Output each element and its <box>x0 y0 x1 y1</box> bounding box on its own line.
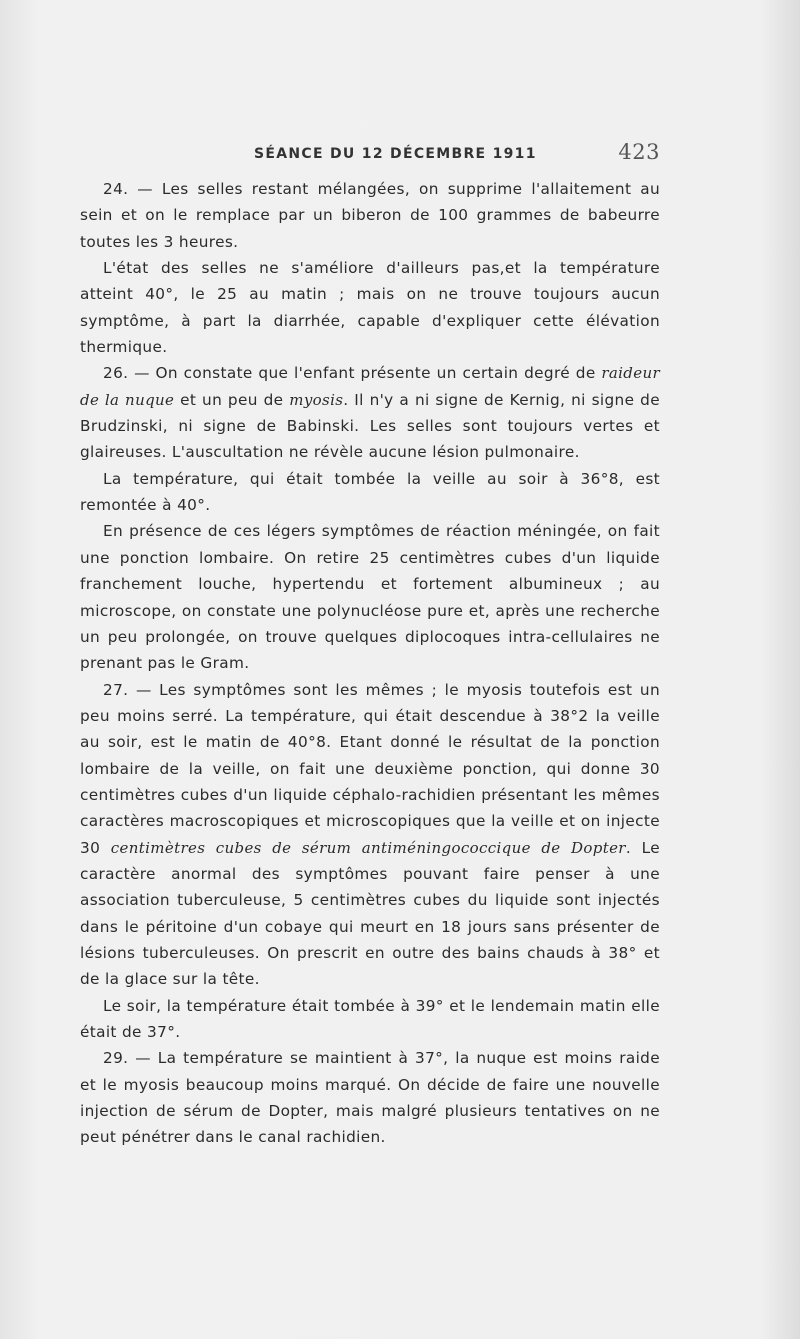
paragraph-27-italic-serum: centimètres cubes de sérum antiméningococcique de Dopter <box>110 838 626 857</box>
paragraph-29: 29. — La température se maintient à 37°, la nuque est moins raide et le myosis beaucoup moins marqué. On décide de faire une nouvelle injection de sérum de Dopter, mais malgré plusieurs tentatives on ne peut pénétrer dans le canal rachidien. <box>80 1049 660 1147</box>
paragraph-27 <box>80 677 660 993</box>
paragraph-26-italic-raideur: raideur de la nuque <box>80 364 660 409</box>
paragraph-temperature-40: L'état des selles ne s'améliore d'ailleurs pas,et la température atteint 40°, le 25 au matin ; mais on ne trouve toujours aucun symptôme, à part la diarrhée, capable d'expliquer cette élévation thermique. <box>80 259 660 357</box>
paragraph-26 <box>80 360 660 465</box>
paragraph-27-part-2: . Le caractère anormal des symptômes pouvant faire penser à une association tuberculeuse, 5 centimètres cubes du liquide sont injectés dans le péritoine d'un cobaye qui meurt en 18 jours sans présenter de lésions tuberculeuses. On prescrit en outre des bains chauds à 38° et de la glace sur la tête. <box>80 838 660 989</box>
page-number: 423 <box>618 140 660 164</box>
paragraph-soir-temperature: Le soir, la température était tombée à 39° et le lendemain matin elle était de 37°. <box>80 996 660 1041</box>
paragraph-ponction-lombaire: En présence de ces légers symptômes de réaction méningée, on fait une ponction lombaire. On retire 25 centimètres cubes d'un liquide franchement louche, hypertendu et fortement albumineux ; au microscope, on constate une polynucléose pure et, après une recherche un peu prolongée, on trouve quelques diplocoques intra-cellulaires ne prenant pas le Gram. <box>80 522 660 673</box>
body-text <box>80 176 660 1151</box>
paragraph-temperature-remontee: La température, qui était tombée la veille au soir à 36°8, est remontée à 40°. <box>80 469 660 515</box>
running-header <box>80 140 660 170</box>
paragraph-26-italic-myosis: myosis <box>289 390 344 409</box>
paragraph-26-part-1: 26. — On constate que l'enfant présente un certain degré de <box>103 364 602 383</box>
paragraph-26-part-2: et un peu de <box>174 390 290 409</box>
header-title: SÉANCE DU 12 DÉCEMBRE 1911 <box>254 146 537 162</box>
paragraph-24: 24. — Les selles restant mélangées, on supprime l'allaitement au sein et on le remplace par un biberon de 100 grammes de babeurre toutes les 3 heures. <box>80 180 660 251</box>
paragraph-26-part-3: . Il n'y a ni signe de Kernig, ni signe de Brudzinski, ni signe de Babinski. Les selles sont toujours vertes et glaireuses. L'auscultation ne révèle aucune lésion pulmonaire. <box>80 390 660 462</box>
paragraph-27-part-1: 27. — Les symptômes sont les mêmes ; le myosis toutefois est un peu moins serré. La température, qui était descendue à 38°2 la veille au soir, est le matin de 40°8. Etant donné le résultat de la ponction lombaire de la veille, on fait une deuxième ponction, qui donne 30 centimètres cubes d'un liquide céphalo-rachidien présentant les mêmes caractères macroscopiques et microscopiques que la veille et on injecte 30 <box>80 680 660 857</box>
